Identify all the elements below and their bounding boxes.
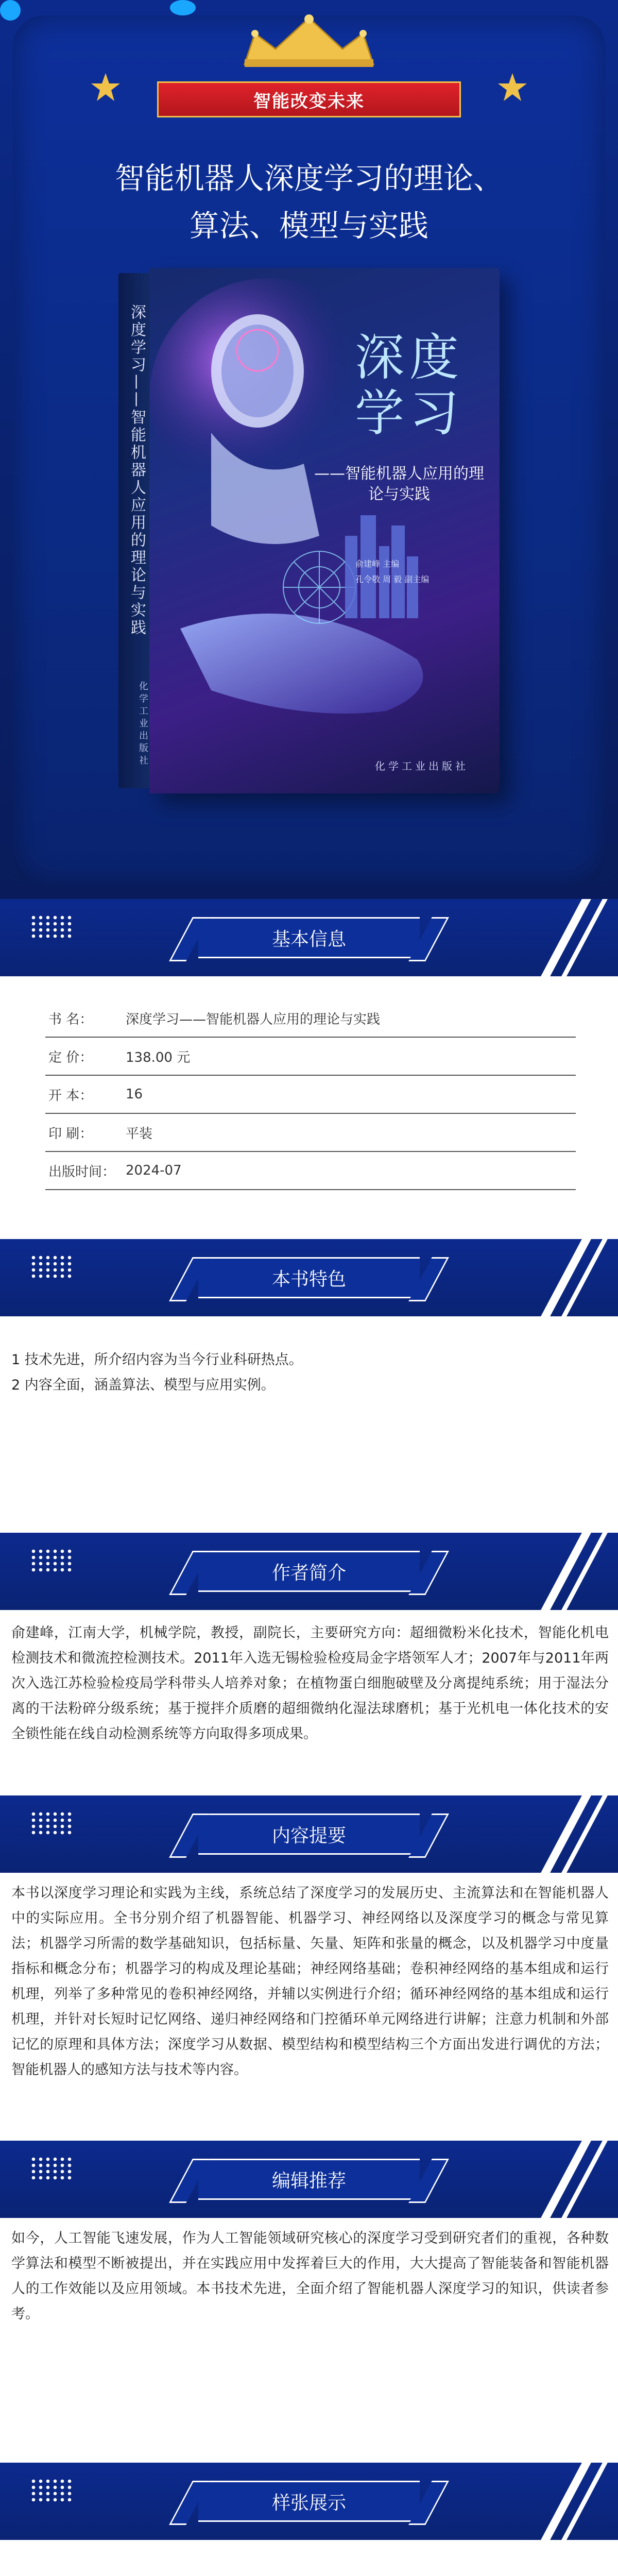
cover-subtitle: ——智能机器人应用的理论与实践 <box>314 465 484 503</box>
hero-title <box>41 155 577 249</box>
recommend-text: 如今，人工智能飞速发展，作为人工智能领域研究核心的深度学习受到研究者们的重视，各种数学算法和模型不断被提出，并在实践应用中发挥着巨大的作用，大大提高了智能装备和智能机器人的工作效能以及应用领域。本书技术先进，全面介绍了智能机器人深度学习的知识，供读者参考。 <box>11 2230 609 2322</box>
hero-title-line2: 算法、模型与实践 <box>189 208 428 243</box>
info-key: 开 本： <box>48 1088 93 1104</box>
section-header-features <box>0 1239 618 1316</box>
slogan-text: 智能改变未来 <box>253 91 365 112</box>
feature-item: 1 技术先进，所介绍内容为当今行业科研热点。 <box>11 1352 303 1368</box>
spine-title: 深度学习——智能机器人应用的理论与实践 <box>128 304 146 637</box>
section-header-author <box>0 1533 618 1610</box>
info-value: 2024-07 <box>126 1163 182 1178</box>
crown-emblem <box>234 13 384 67</box>
info-value: 平装 <box>126 1126 153 1142</box>
spine-publisher: 化学工业出版社 <box>138 681 148 768</box>
cover-authors <box>355 556 469 587</box>
section-title: 样张展示 <box>198 2481 420 2522</box>
info-table <box>45 999 576 1190</box>
dots-decor <box>30 1811 73 1836</box>
summary-text: 本书以深度学习理论和实践为主线，系统总结了深度学习的发展历史、主流算法和在智能机器人中的实际应用。全书分别介绍了机器智能、机器学习、神经网络以及深度学习的概念与常见算法；机器学习所需的数学基础知识，包括标量、矢量、矩阵和张量的概念，以及机器学习中度量指标和概念分布；机器学习的构成及理论基础；神经网络基础；卷积神经网络的基本组成和运行机理，列举了多种常见的卷积神经网络，并辅以实例进行介绍；循环神经网络的基本组成和运行机理，并针对长短时记忆网络、递归神经网络和门控循环单元网络进行讲解；注意力机制和外部记忆的原理和具体方法；深度学习从数据、模型结构和模型结构三个方面出发进行调优的方法；智能机器人的感知方法与技术等内容。 <box>11 1885 609 2078</box>
info-row <box>45 1114 576 1152</box>
dots-decor <box>30 1255 73 1279</box>
section-header-summary <box>0 1795 618 1873</box>
book-image <box>118 268 500 793</box>
section-header-basic-info <box>0 899 618 976</box>
info-key: 印 刷： <box>48 1126 93 1142</box>
section-title: 作者简介 <box>198 1551 420 1592</box>
section-header-sample <box>0 2463 618 2540</box>
cover-title: 深度学习 <box>355 329 464 442</box>
info-row <box>45 1038 576 1076</box>
dots-decor <box>30 2478 73 2503</box>
section-title: 内容提要 <box>198 1814 420 1855</box>
info-row <box>45 1152 576 1190</box>
info-key: 书 名： <box>48 1011 93 1027</box>
decor-dot <box>170 0 196 15</box>
dots-decor <box>30 914 73 939</box>
star-icon <box>90 72 121 103</box>
dots-decor <box>30 1548 73 1573</box>
author-bio: 俞建峰，江南大学，机械学院，教授，副院长，主要研究方向：超细微粉米化技术，智能化机电检测技术和微流控检测技术。2011年入选无锡检验检疫局金字塔领军人才；2007年与2011年两次入选江苏检验检疫局学科带头人培养对象；在植物蛋白细胞破壁及分离提纯系统；用于湿法分离的干法粉碎分级系统；基于搅拌介质磨的超细微纳化湿法球磨机；基于光机电一体化技术的安全锁性能在线自动检测系统等方向取得多项成果。 <box>11 1625 609 1742</box>
section-title: 编辑推荐 <box>198 2159 420 2200</box>
book-cover <box>149 268 500 793</box>
cover-publisher: 化学工业出版社 <box>375 760 469 772</box>
info-value: 16 <box>126 1087 143 1102</box>
section-title: 基本信息 <box>198 917 420 958</box>
info-row <box>45 999 576 1038</box>
info-key: 定 价： <box>48 1049 93 1065</box>
features-list <box>11 1347 609 1398</box>
hero-title-line1: 智能机器人深度学习的理论、 <box>114 161 503 196</box>
info-key: 出版时间： <box>48 1164 116 1180</box>
feature-item: 2 内容全面，涵盖算法、模型与应用实例。 <box>11 1377 275 1393</box>
slogan-ribbon <box>157 81 461 117</box>
cover-author-sub: 孔令敬 周 毅 副主编 <box>355 574 430 584</box>
decor-dot <box>0 0 21 21</box>
hero-banner <box>0 0 618 899</box>
info-value: 深度学习——智能机器人应用的理论与实践 <box>126 1011 381 1027</box>
star-icon <box>497 72 528 103</box>
cover-author-main: 俞建峰 主编 <box>355 559 400 569</box>
info-row <box>45 1076 576 1114</box>
section-header-recommend <box>0 2141 618 2218</box>
dots-decor <box>30 2156 73 2181</box>
section-title: 本书特色 <box>198 1257 420 1298</box>
info-value: 138.00 元 <box>126 1049 191 1065</box>
